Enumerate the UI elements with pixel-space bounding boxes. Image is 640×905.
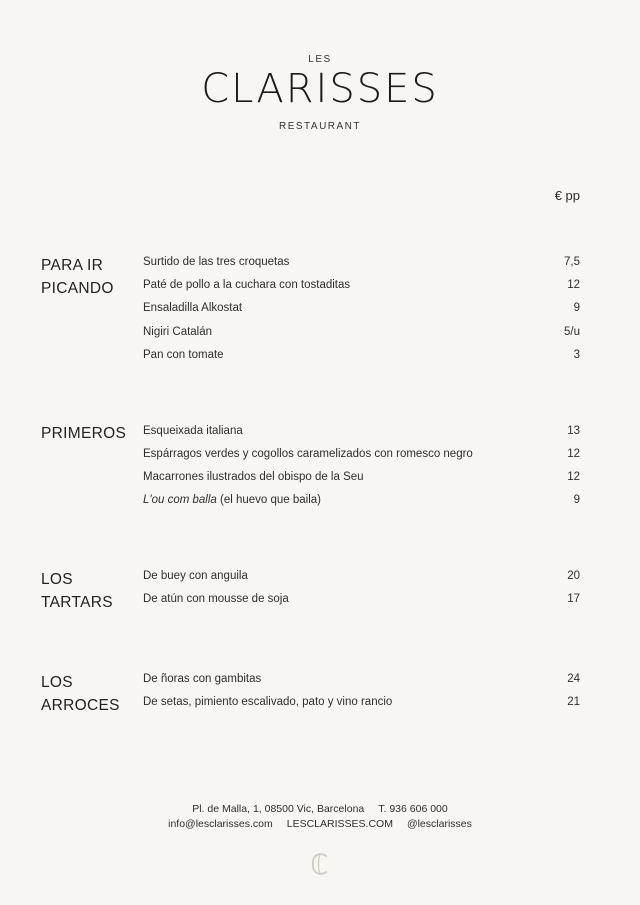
menu-item-name: Macarrones ilustrados del obispo de la Seu [143,471,364,483]
menu-item-name: Paté de pollo a la cuchara con tostaditas [143,279,351,291]
menu-item-price: 17 [567,593,580,605]
footer-contact-line [0,803,640,815]
menu-item [143,490,580,510]
menu-item-name: De ñoras con gambitas [143,673,262,685]
menu-item-price: 24 [567,673,580,685]
price-unit-note: € pp [554,188,580,203]
menu-item [143,322,580,342]
menu-item [143,589,580,609]
menu-item-price: 20 [567,570,580,582]
section-title-line: PRIMEROS [41,425,127,442]
menu-item [143,444,580,464]
menu-item-name: De buey con anguila [143,570,248,582]
c-monogram-icon-svg [304,848,336,880]
menu-item-price: 9 [573,302,580,314]
section-title [41,422,141,445]
footer-instagram-link[interactable]: @lesclarisses [406,818,472,830]
menu-item [143,345,580,365]
section-title-line: TARTARS [41,594,113,611]
c-monogram-icon [304,848,336,880]
footer-phone[interactable]: T. 936 606 000 [378,803,448,815]
menu-item [143,275,580,295]
footer-links-line [0,818,640,830]
brand-subtitle: RESTAURANT [278,121,362,132]
footer-email-link[interactable]: info@lesclarisses.com [168,818,273,830]
menu-item-name-rest: (el huevo que baila) [216,494,322,506]
menu-item-price: 7,5 [564,256,580,268]
menu-item [143,298,580,318]
menu-item-name: Nigiri Catalán [143,326,213,338]
menu-item [143,421,580,441]
menu-item-price: 3 [573,349,580,361]
menu-item-name: De setas, pimiento escalivado, pato y vino rancio [143,696,393,708]
menu-item-name: Surtido de las tres croquetas [143,256,290,268]
section-title-line: PICANDO [41,280,114,297]
menu-item-price: 12 [567,471,580,483]
menu-item-price: 21 [567,696,580,708]
brand-name: CLARISSES [201,66,439,112]
brand-prefix: LES [308,54,332,65]
section-title [41,254,141,300]
section-title-line: LOS [41,571,73,588]
menu-item [143,669,580,689]
section-title-line: ARROCES [41,697,120,714]
section-title-line: PARA IR [41,257,104,274]
section-title-line: LOS [41,674,73,691]
menu-item-price: 12 [567,279,580,291]
menu-item-name: De atún con mousse de soja [143,593,289,605]
menu-item-name: Ensaladilla Alkostat [143,302,243,314]
footer-website-link[interactable]: LESCLARISSES.COM [286,818,393,830]
menu-item-name: Pan con tomate [143,349,224,361]
menu-item-name: Espárragos verdes y cogollos caramelizados con romesco negro [143,448,473,460]
menu-item-price: 9 [573,494,580,506]
menu-item-price: 5/u [564,326,580,338]
section-title [41,568,141,614]
menu-item-name: Esqueixada italiana [143,425,243,437]
menu-item [143,692,580,712]
menu-item [143,566,580,586]
menu-item [143,252,580,272]
menu-item-price: 13 [567,425,580,437]
menu-item [143,467,580,487]
menu-item-name-italic: L'ou com balla [143,494,217,506]
menu-item-name [143,490,321,510]
footer-address: Pl. de Malla, 1, 08500 Vic, Barcelona [192,803,365,815]
section-title [41,671,141,717]
menu-item-price: 12 [567,448,580,460]
